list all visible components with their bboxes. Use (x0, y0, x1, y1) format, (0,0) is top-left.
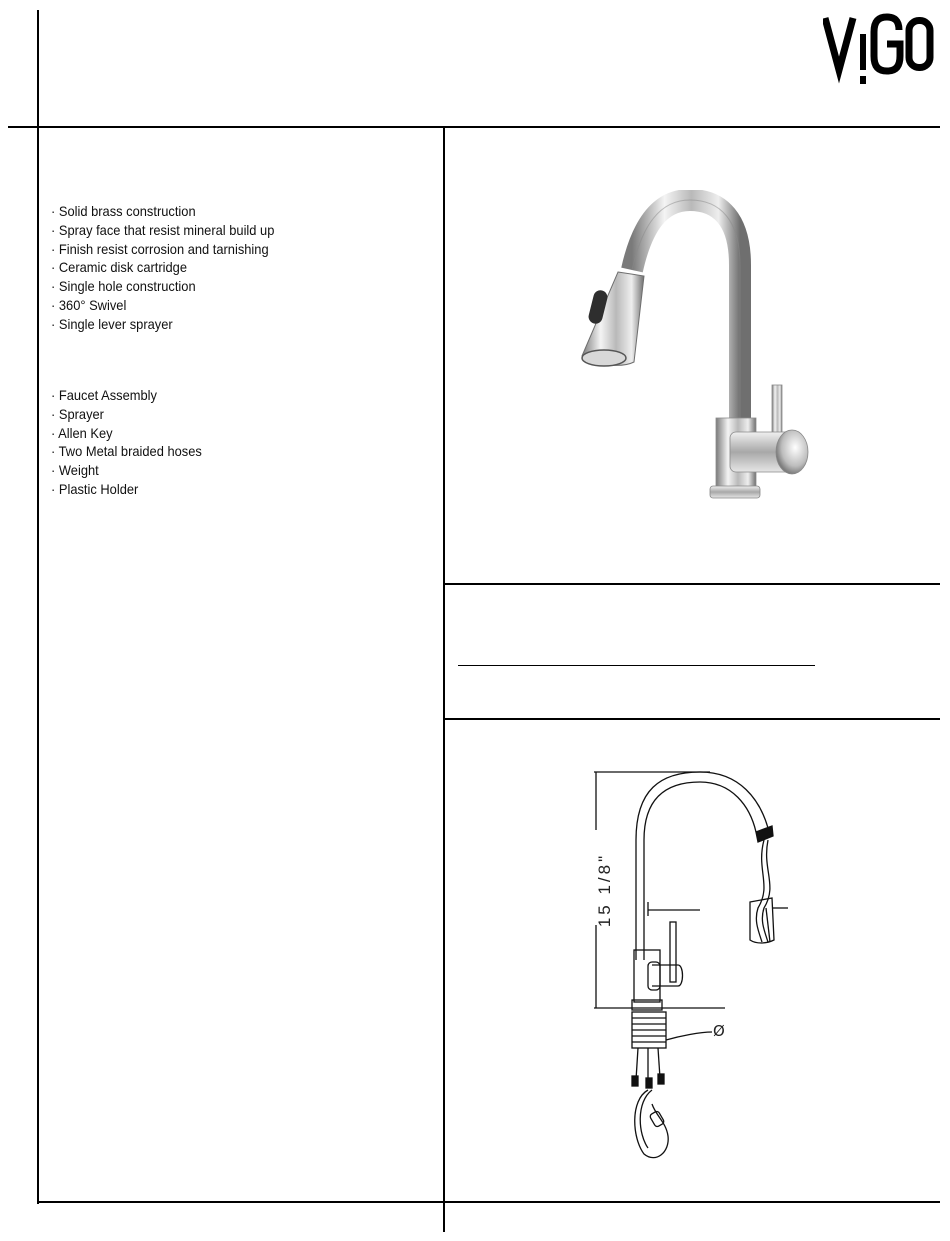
signature-line (458, 665, 815, 666)
include-item: · Two Metal braided hoses (51, 443, 202, 460)
center-vertical-rule (443, 126, 445, 1232)
header-rule (8, 126, 940, 128)
left-vertical-rule (37, 10, 39, 1204)
vigo-logo (823, 12, 935, 90)
features-list (51, 202, 294, 334)
feature-item: · Spray face that resist mineral build up (51, 221, 275, 238)
include-item: · Faucet Assembly (51, 387, 157, 403)
include-item: · Sprayer (51, 405, 104, 422)
feature-item: · Finish resist corrosion and tarnishing (51, 240, 269, 257)
feature-item: · Ceramic disk cartridge (51, 259, 188, 276)
include-item: · Allen Key (51, 424, 113, 441)
feature-item: · Single lever sprayer (51, 315, 173, 332)
footer-rule (37, 1201, 940, 1203)
faucet-product-image (560, 190, 820, 510)
include-item: · Weight (51, 462, 99, 479)
include-item: · Plastic Holder (51, 480, 139, 497)
feature-item: · Single hole construction (51, 278, 196, 295)
section-rule (444, 718, 940, 720)
diameter-symbol: Ø (713, 1022, 725, 1040)
photo-bottom-rule (444, 583, 940, 585)
includes-list (51, 386, 215, 499)
faucet-dimension-drawing (560, 760, 820, 1170)
feature-item: · Solid brass construction (51, 203, 196, 219)
height-dimension-label: 15 1/8" (595, 852, 615, 928)
feature-item: · 360° Swivel (51, 296, 127, 313)
